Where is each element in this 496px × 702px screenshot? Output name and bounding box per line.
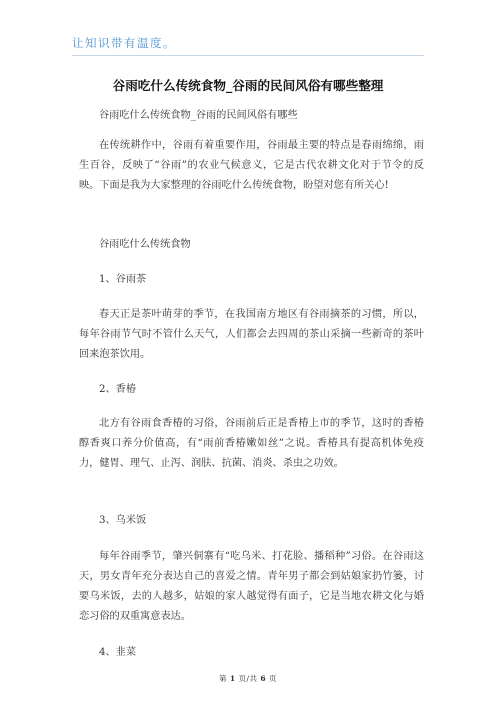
footer-page-number: 1 (229, 674, 236, 683)
item-heading-4: 4、韭菜 (99, 647, 137, 658)
section-heading: 谷雨吃什么传统食物 (99, 239, 191, 250)
item-paragraph-3: 每年谷雨季节，肇兴侗寨有“吃乌米、打花脸、播稻种”习俗。在谷雨这天，男女青年充分表达自己的喜爱之情。青年男子都会到姑娘家扔竹篓，讨要乌米饭，去的人越多，姑娘的家人越觉得有面子，它是当地农耕文化与婚恋习俗的双重寓意表达。 (79, 551, 424, 622)
intro-paragraph: 在传统耕作中，谷雨有着重要作用，谷雨最主要的特点是春雨绵绵，雨生百谷，反映了“谷雨”的农业气候意义，它是古代农耕文化对于节令的反映。下面是我为大家整理的谷雨吃什么传统食物，盼望对您有所关心! (79, 140, 424, 191)
item-heading-2: 2、香椿 (99, 384, 137, 395)
footer-total-pages: 6 (260, 674, 267, 683)
header-divider (72, 55, 424, 56)
item-heading-3: 3、乌米饭 (99, 515, 147, 526)
footer-prefix: 第 (218, 674, 227, 683)
item-heading-1: 1、谷雨茶 (99, 274, 147, 285)
item-paragraph-1: 春天正是茶叶萌芽的季节，在我国南方地区有谷雨摘茶的习惯，所以，每年谷雨节气时不管什么天气，人们都会去四周的茶山采摘一些新奇的茶叶回来泡茶饮用。 (79, 309, 424, 360)
footer-suffix: 页 (269, 674, 278, 683)
page-footer (0, 673, 496, 684)
header-slogan: 让知识带有温度。 (72, 36, 176, 50)
footer-middle: 页/共 (238, 674, 258, 683)
item-paragraph-2: 北方有谷雨食香椿的习俗，谷雨前后正是香椿上市的季节，这时的香椿醇香爽口养分价值高，有“雨前香椿嫩如丝”之说。香椿具有提高机体免疫力，健胃、理气、止泻、润肤、抗菌、消炎、杀虫之功效。 (79, 418, 424, 469)
subtitle-paragraph: 谷雨吃什么传统食物_谷雨的民间风俗有哪些 (99, 110, 298, 121)
document-title: 谷雨吃什么传统食物_谷雨的民间风俗有哪些整理 (112, 78, 384, 93)
